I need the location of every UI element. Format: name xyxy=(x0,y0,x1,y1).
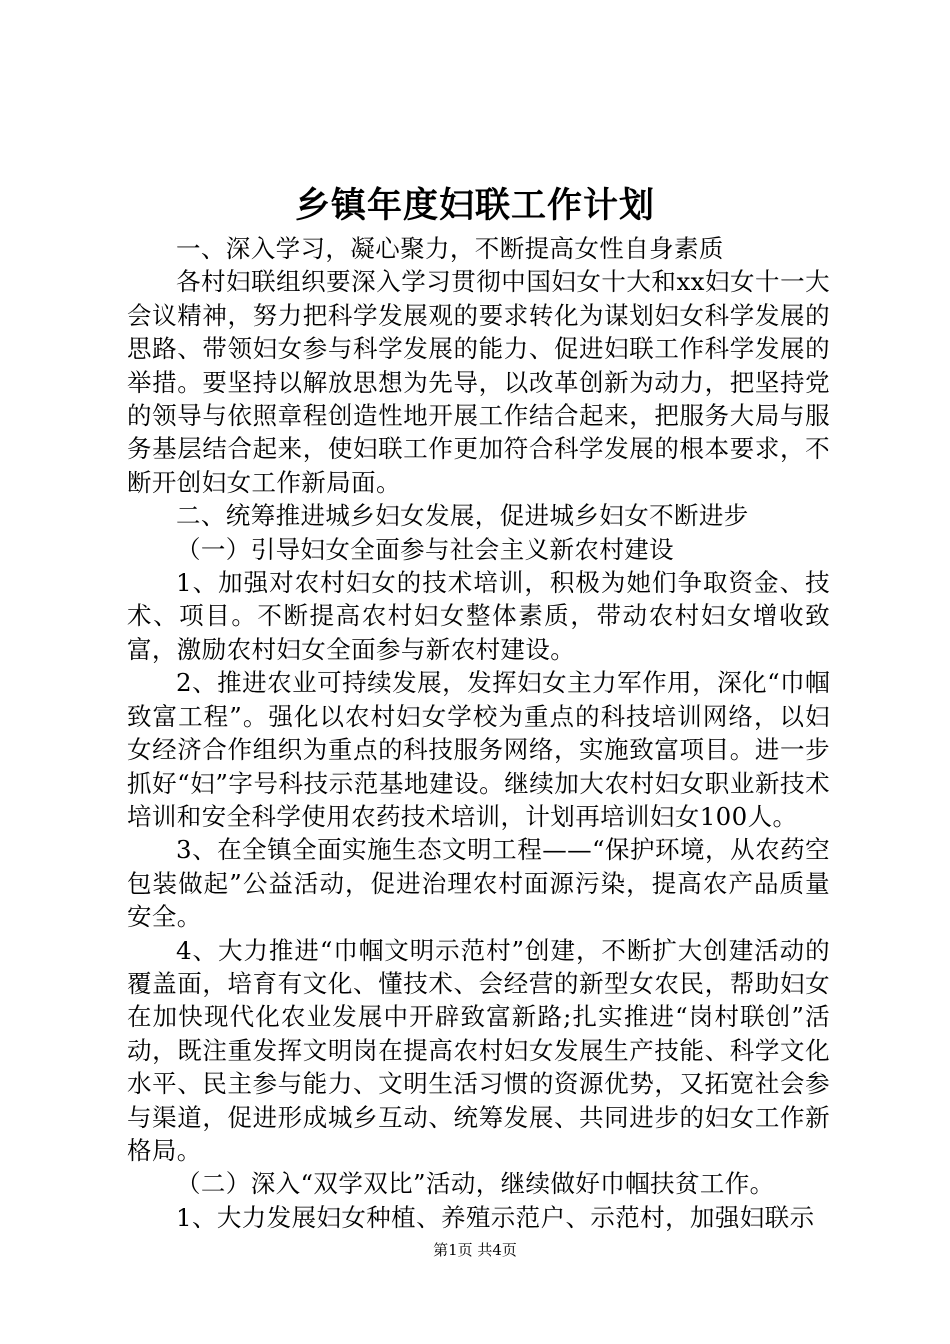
section-heading-2: 二、统筹推进城乡妇女发展，促进城乡妇女不断进步 xyxy=(176,501,749,531)
body-paragraph: 各村妇联组织要深入学习贯彻中国妇女十大和xx妇女十一大会议精神，努力把科学发展观的要求转化为谋划妇女科学发展的思路、带领妇女参与科学发展的能力、促进妇联工作科学发展的举措。要坚持以解放思想为先导，以改革创新为动力，把坚持党的领导与依照章程创造性地开展工作结合起来，把服务大局与服务基层结合起来，使妇联工作更加符合科学发展的根本要求，不断开创妇女工作新局面。 xyxy=(127,267,830,497)
body-paragraph: 1、加强对农村妇女的技术培训，积极为她们争取资金、技术、项目。不断提高农村妇女整体素质，带动农村妇女增收致富，激励农村妇女全面参与新农村建设。 xyxy=(127,568,830,664)
page-footer: 第1页 共4页 xyxy=(433,1241,517,1259)
subsection-heading-2: （二）深入“双学双比”活动，继续做好巾帼扶贫工作。 xyxy=(176,1169,775,1199)
body-paragraph: 3、在全镇全面实施生态文明工程——“保护环境，从农药空包装做起”公益活动，促进治理农村面源污染，提高农产品质量安全。 xyxy=(127,835,830,932)
section-heading-1: 一、深入学习，凝心聚力，不断提高女性自身素质 xyxy=(176,234,724,263)
document-title: 乡镇年度妇联工作计划 xyxy=(294,185,655,226)
body-paragraph: 2、推进农业可持续发展，发挥妇女主力军作用，深化“巾帼致富工程”。强化以农村妇女学校为重点的科技培训网络，以妇女经济合作组织为重点的科技服务网络，实施致富项目。进一步抓好“妇”字号科技示范基地建设。继续加大农村妇女职业新技术培训和安全科学使用农药技术培训，计划再培训妇女100人。 xyxy=(127,668,830,831)
document-body xyxy=(127,232,830,1234)
body-paragraph: 1、大力发展妇女种植、养殖示范户、示范村，加强妇联示 xyxy=(176,1202,815,1232)
subsection-heading-1: （一）引导妇女全面参与社会主义新农村建设 xyxy=(176,534,674,564)
body-paragraph: 4、大力推进“巾帼文明示范村”创建，不断扩大创建活动的覆盖面，培育有文化、懂技术、会经营的新型女农民，帮助妇女在加快现代化农业发展中开辟致富新路;扎实推进“岗村联创”活动，既注重发挥文明岗在提高农村妇女发展生产技能、科学文化水平、民主参与能力、文明生活习惯的资源优势，又拓宽社会参与渠道，促进形成城乡互动、统筹发展、共同进步的妇女工作新格局。 xyxy=(127,935,830,1165)
